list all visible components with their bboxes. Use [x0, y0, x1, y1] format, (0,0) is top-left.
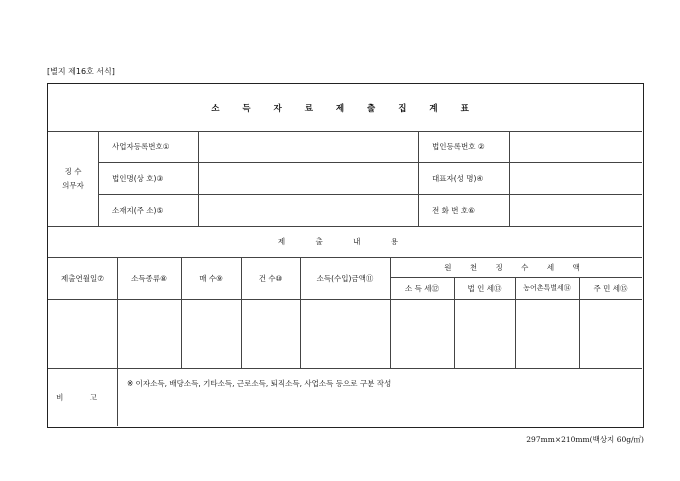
contents-section-header: 제 출 내 용: [277, 237, 413, 246]
withholder-section-label: 징 수 의무자: [62, 166, 84, 190]
corporate-reg-number-field[interactable]: [509, 131, 642, 162]
form-number-label: [별지 제16호 서식]: [47, 67, 115, 76]
submission-summary-form: [47, 83, 644, 428]
representative-label: 대표자(성 명)④: [432, 173, 484, 183]
col-corporate-tax: 법 인 세⑬: [467, 283, 502, 293]
corporate-name-label: 법인명(상 호)③: [112, 173, 164, 183]
col-withholding-tax-group: 원 천 징 수 세 액: [444, 262, 588, 272]
col-income-type: 소득종류⑧: [131, 273, 167, 283]
representative-field[interactable]: [509, 162, 642, 194]
remarks-label: 비 고: [56, 392, 109, 402]
col-submit-date: 제출연월일⑦: [61, 273, 104, 283]
address-label: 소재지(주 소)⑤: [112, 205, 164, 215]
business-reg-number-label: 사업자등록번호①: [112, 142, 170, 151]
address-field[interactable]: [198, 194, 418, 226]
col-sheets: 매 수⑨: [199, 273, 223, 283]
col-count: 건 수⑩: [258, 273, 283, 283]
remarks-note: ※ 이자소득, 배당소득, 기타소득, 근로소득, 퇴직소득, 사업소득 등으로 구분 작성: [127, 379, 392, 388]
phone-number-field[interactable]: [509, 194, 642, 226]
col-income-tax: 소 득 세⑫: [404, 283, 439, 293]
col-resident-tax: 주 민 세⑮: [593, 283, 628, 293]
business-reg-number-field[interactable]: [198, 131, 418, 162]
corporate-name-field[interactable]: [198, 162, 418, 194]
corporate-reg-number-label: 법인등록번호 ②: [432, 142, 485, 151]
col-income-amount: 소득(수입)금액⑪: [316, 273, 374, 283]
col-rural-special-tax: 농어촌특별세⑭: [523, 284, 571, 292]
phone-number-label: 전 화 번 호⑥: [432, 205, 475, 215]
paper-spec-note: 297mm×210mm(백상지 60g/㎡): [526, 435, 644, 444]
divider: [48, 299, 642, 300]
form-title: 소 득 자 료 제 출 집 계 표: [211, 103, 479, 114]
